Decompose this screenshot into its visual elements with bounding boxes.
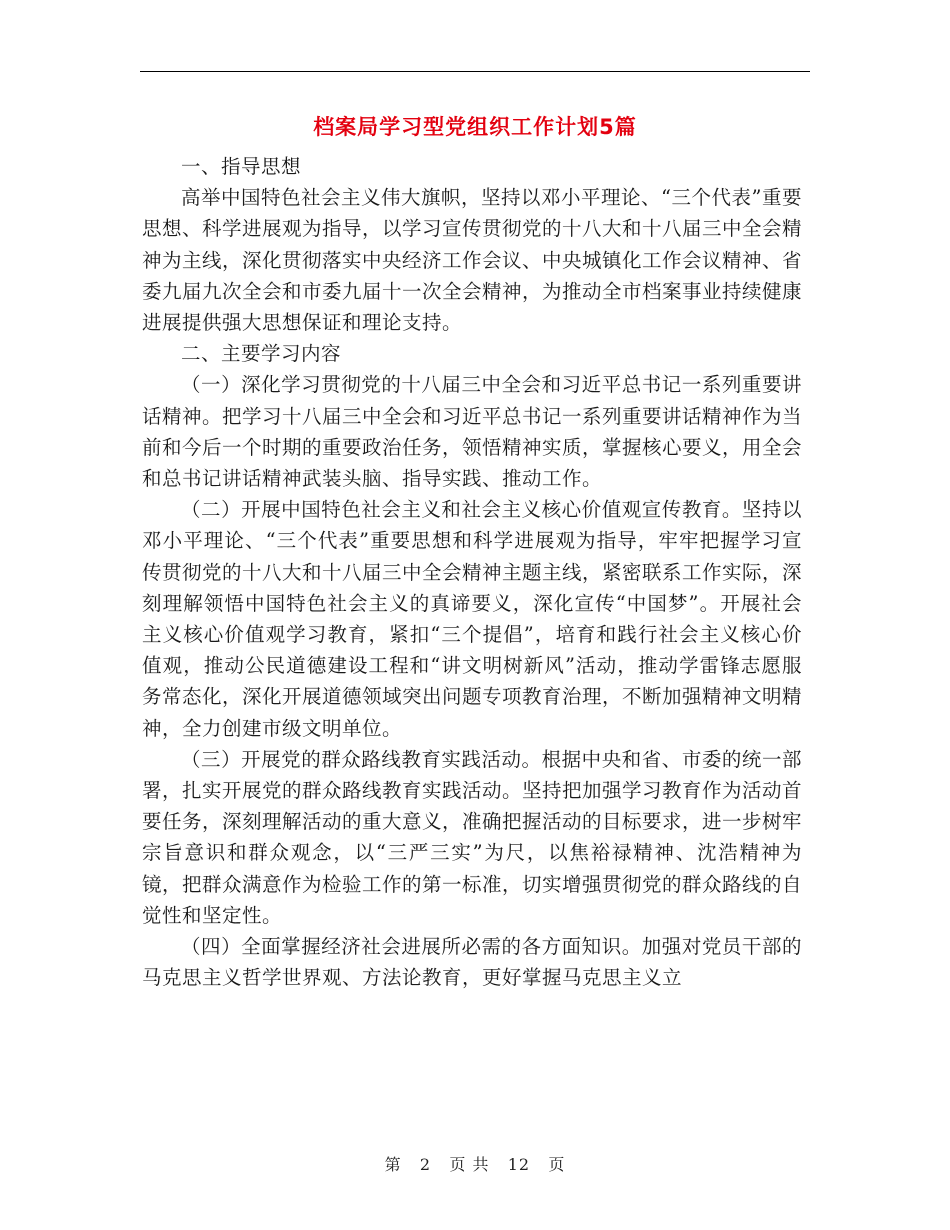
footer-prefix: 第 (384, 1155, 402, 1174)
paragraph: （一）深化学习贯彻党的十八届三中全会和习近平总书记一系列重要讲话精神。把学习十八届三中全会和习近平总书记一系列重要讲话精神作为当前和今后一个时期的重要政治任务，领悟精神实质，掌握核心要义，用全会和总书记讲话精神武装头脑、指导实践、推动工作。 (142, 373, 803, 491)
section-heading: 二、主要学习内容 (181, 342, 342, 366)
document-title: 档案局学习型党组织工作计划5篇 (313, 115, 637, 139)
document-body (142, 151, 802, 993)
paragraph: （四）全面掌握经济社会进展所必需的各方面知识。加强对党员干部的马克思主义哲学世界观、方法论教育，更好掌握马克思主义立 (142, 935, 802, 990)
footer-middle: 页 共 (449, 1155, 490, 1174)
footer-suffix: 页 (548, 1155, 566, 1174)
header-rule (140, 71, 810, 72)
paragraph: 高举中国特色社会主义伟大旗帜，坚持以邓小平理论、“三个代表”重要思想、科学进展观为指导，以学习宣传贯彻党的十八大和十八届三中全会精神为主线，深化贯彻落实中央经济工作会议、中央城镇化工作会议精神、省委九届九次全会和市委九届十一次全会精神，为推动全市档案事业持续健康进展提供强大思想保证和理论支持。 (142, 186, 803, 335)
total-pages: 12 (507, 1155, 531, 1174)
paragraph: （二）开展中国特色社会主义和社会主义核心价值观宣传教育。坚持以邓小平理论、“三个代表”重要思想和科学进展观为指导，牢牢把握学习宣传贯彻党的十八大和十八届三中全会精神主题主线，紧密联系工作实际，深刻理解领悟中国特色社会主义的真谛要义，深化宣传“中国梦”。开展社会主义核心价值观学习教育，紧扣“三个提倡”，培育和践行社会主义核心价值观，推动公民道德建设工程和“讲文明树新风”活动，推动学雷锋志愿服务常态化，深化开展道德领域突出问题专项教育治理，不断加强精神文明精神，全力创建市级文明单位。 (142, 498, 803, 740)
page-footer (0, 1153, 950, 1177)
page-number: 2 (419, 1155, 432, 1174)
paragraph: （三）开展党的群众路线教育实践活动。根据中央和省、市委的统一部署，扎实开展党的群众路线教育实践活动。坚持把加强学习教育作为活动首要任务，深刻理解活动的重大意义，准确把握活动的目标要求，进一步树牢宗旨意识和群众观念，以“三严三实”为尺，以焦裕禄精神、沈浩精神为镜，把群众满意作为检验工作的第一标准，切实增强贯彻党的群众路线的自觉性和坚定性。 (142, 747, 803, 927)
section-heading: 一、指导思想 (181, 155, 302, 178)
